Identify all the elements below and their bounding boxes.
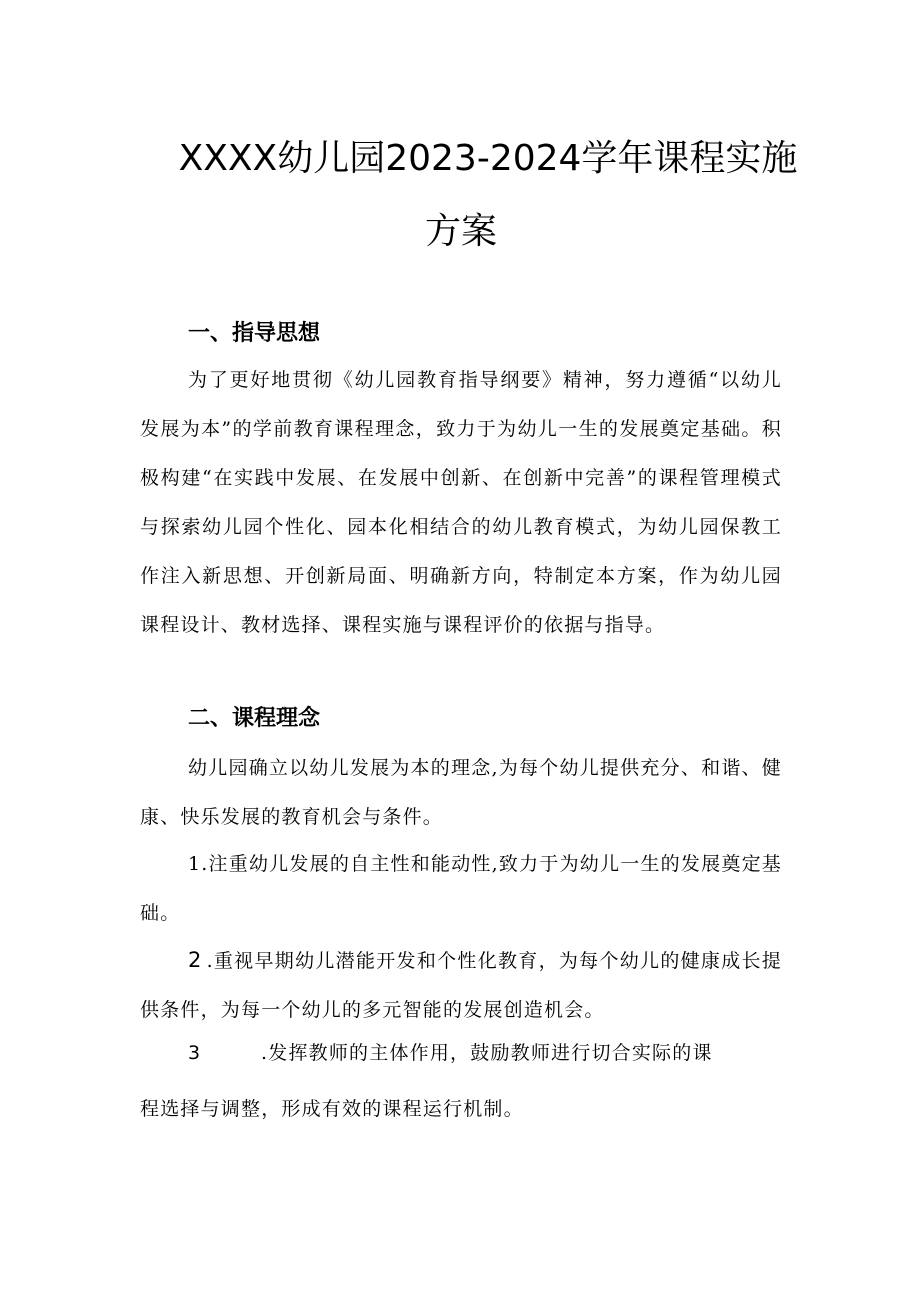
section2-item2-text: .重视早期幼儿潜能开发和个性化教育，为每个幼儿的健康成长提供条件，为每一个幼儿的多元智能的发展创造机会。 bbox=[140, 950, 782, 1021]
document-title-line2: 方案 bbox=[424, 211, 497, 252]
section2-item1: 1.注重幼儿发展的自主性和能动性,致力于为幼儿一生的发展奠定基础。 bbox=[140, 853, 782, 924]
section2-heading: 二、课程理念 bbox=[188, 706, 321, 731]
section2-item3-text-line1: .发挥教师的主体作用，鼓励教师进行切合实际的课 bbox=[261, 1042, 713, 1064]
section1-paragraph: 为了更好地贯彻《幼儿园教育指导纲要》精神，努力遵循“以幼儿发展为本”的学前教育课程理念，致力于为幼儿一生的发展奠定基础。积极构建“在实践中发展、在发展中创新、在创新中完善”的课程管理模式与探索幼儿园个性化、园本化相结合的幼儿教育模式，为幼儿园保教工作注入新思想、开创新局面、明确新方向，特制定本方案，作为幼儿园课程设计、教材选择、课程实施与课程评价的依据与指导。 bbox=[140, 369, 782, 636]
section2-intro-paragraph: 幼儿园确立以幼儿发展为本的理念,为每个幼儿提供充分、和谐、健康、快乐发展的教育机会与条件。 bbox=[140, 757, 782, 828]
section2-item2-number: 2 bbox=[188, 948, 203, 972]
section2-item3-line1 bbox=[188, 1038, 713, 1065]
document-title-line1: XXXX幼儿园2023-2024学年课程实施 bbox=[178, 138, 798, 179]
section1-heading: 一、指导思想 bbox=[188, 321, 321, 346]
section2-item3-number: 3 bbox=[188, 1042, 202, 1064]
section2-item2 bbox=[140, 936, 782, 1035]
section2-item3-line2: 程选择与调整，形成有效的课程运行机制。 bbox=[140, 1098, 524, 1120]
